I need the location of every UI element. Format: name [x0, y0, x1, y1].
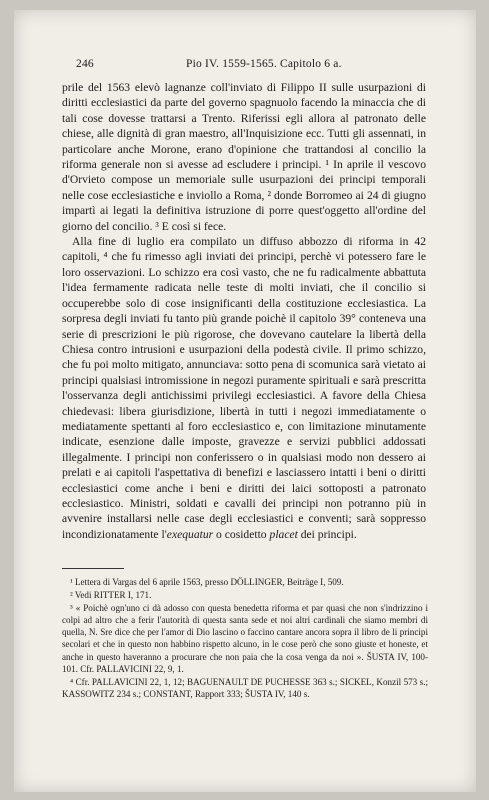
main-text: [62, 80, 426, 542]
footnote-3: ³ « Poichè ogn'uno ci dà adosso con questa benedetta riforma et par quasi che non s'indrizzino i colpi ad altro che a ferir l'autorità di questa santa sede et noi altri cardinali che siamo membri di quella, N. Sre dice che per l'amor di Dio lascino o faccino cantare ancora sopra il libro de li principi secolari et che in questo non habbino rispetto alcuno, in le cose però che sono giuste et honeste, et anche in questo haveranno a procurare che non paia che la cosa venga da noi ». ŠUSTA IV, 100-101. Cfr. PALLAVICINI 22, 9, 1.: [62, 603, 428, 674]
paragraph-2-text: Alla fine di luglio era compilato un diffuso abbozzo di riforma in 42 capitoli, ⁴ che fu rimesso agli inviati dei principi, perchè vi potessero fare le loro osservazioni. Lo schizzo era così vasto, che ne fu radicalmente abbattuta l'idea fermamente radicata nelle teste di molti inviati, che il concilio si occuperebbe solo di cose insignificanti della costituzione ecclesiastica. La sorpresa degli inviati fu tanto più grande poichè il capitolo 39° conteneva una serie di prescrizioni le più rigorose, che dovevano cautelare la libertà della Chiesa contro intrusioni e usurpazioni della podestà civile. Il primo schizzo, che fu poi molto mitigato, annunciava: sotto pena di scomunica sarà vietato ai principi qualsiasi intromissione in negozi puramente spirituali e sarà prescritta l'osservanza degli antichissimi privilegi ecclesiastici. A favore della Chiesa chiedevasi: libera giurisdizione, libertà in tutti i negozi immediatamente o mediatamente spettanti al foro ecclesiastico e, con limitazione minutamente indicate, esenzione dalle imposte, gravezze e servizi pubblici addossati illegalmente. I principi non conferissero o in qualsiasi modo non dessero ai prelati e ai capitoli l'aspettativa di benefizi e lasciassero intatti i beni o diritti ecclesiastici come anche i beni e diritti dei laici sottoposti a patronato ecclesiastico. Ministri, soldati e cavalli dei principi non potranno più in avvenire installarsi nelle case degli ecclesiastici e conventi; sarà soppresso incondizionatamente l': [62, 235, 426, 541]
footnote-2: ² Vedi RITTER I, 171.: [70, 590, 152, 601]
paragraph-1: prile del 1563 elevò lagnanze coll'inviato di Filippo II sulle usurpazioni di diritti ecclesiastici da parte del governo spagnuolo facendo la minaccia che di tali cose dovesse trattarsi a Trento. Riferissi egli allora al patronato delle chiese, alle dignità di gran maestro, all'Inquisizione ecc. Tutti gli assennati, in particolare anche Morone, erano d'opinione che trattandosi al concilio la riforma generale non si avesse ad escludere i principi. ¹ In aprile il vescovo d'Orvieto compose un memoriale sulle usurpazioni dei principi temporali nelle cose ecclesiastiche e inviollo a Roma, ² donde Borromeo ai 24 di giugno impartì ai legati la definitiva istruzione di porre quest'oggetto all'ordine del giorno del concilio. ³ E così si fece.: [62, 81, 426, 233]
placet-term: placet: [269, 527, 298, 541]
exequatur-term: exequatur: [166, 527, 214, 541]
paragraph-2-end: dei principi.: [297, 527, 357, 541]
paragraph-2: [62, 234, 426, 542]
paragraph-2-mid: o cosidetto: [213, 527, 270, 541]
footnote-4: ⁴ Cfr. PALLAVICINI 22, 1, 12; BAGUENAULT DE PUCHESSE 363 s.; SICKEL, Konzil 573 s.; KASSOWITZ 234 s.; CONSTANT, Rapport 333; ŠUSTA IV, 140 s.: [62, 676, 428, 699]
running-title: Pio IV. 1559-1565. Capitolo 6 a.: [186, 58, 342, 70]
footnotes: [62, 576, 428, 701]
footnote-1: ¹ Lettera di Vargas del 6 aprile 1563, presso DÖLLINGER, Beiträge I, 509.: [70, 577, 344, 587]
footnote-rule: [62, 568, 124, 569]
page-number: 246: [76, 58, 94, 70]
page-header: [76, 58, 441, 74]
